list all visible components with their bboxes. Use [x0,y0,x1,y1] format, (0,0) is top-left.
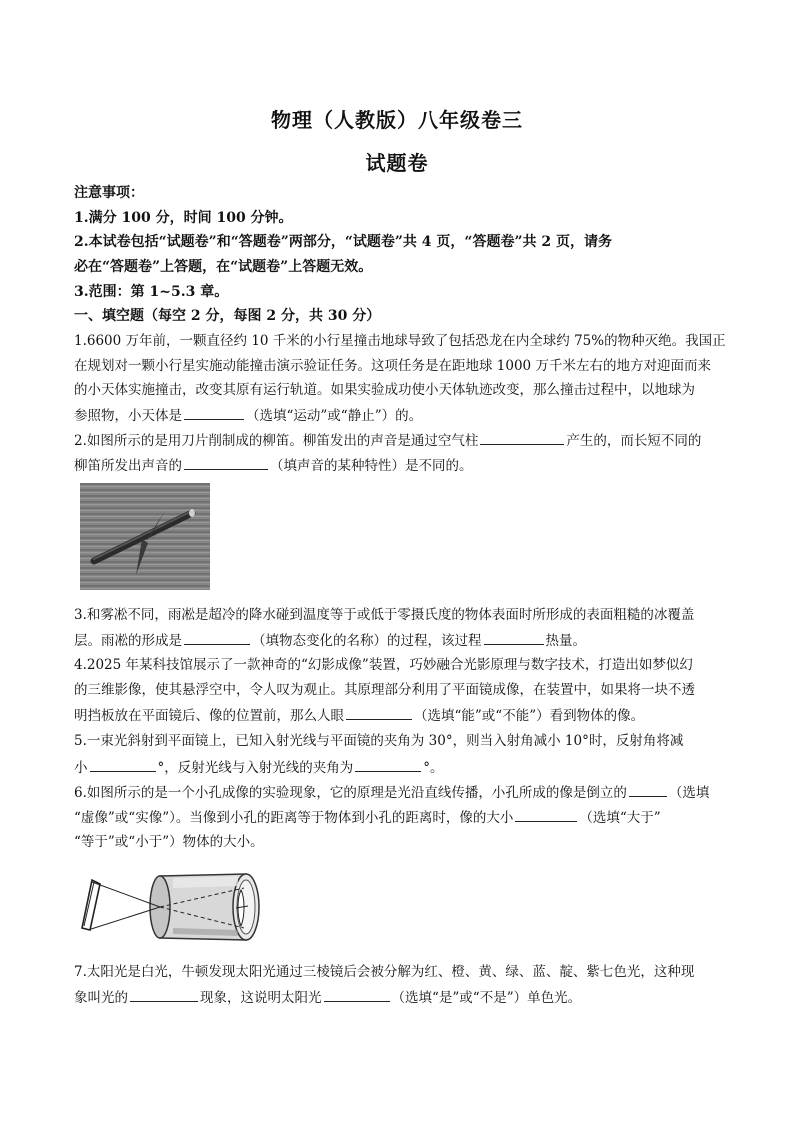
question-7-text-c: （选填“是”或“不是”）单色光。 [391,990,582,1006]
willow-whistle-photo [80,483,210,590]
question-2-line-1 [74,430,701,451]
question-7-line-2 [74,987,581,1008]
notice-item-2-line-1: 2.本试卷包括“试题卷”和“答题卷”两部分，“试题卷”共 4 页，“答题卷”共 2 页，请务 [74,234,613,250]
question-2-text-a: 2.如图所示的是用刀片削制成的柳笛。柳笛发出的声音是通过空气柱 [74,433,479,449]
question-3-line-2 [74,630,586,651]
question-3-text-c: 热量。 [545,633,586,649]
pinhole-camera-diagram [78,866,274,946]
notice-item-3: 3.范围：第 1~5.3 章。 [74,284,229,300]
answer-blank[interactable] [184,455,268,470]
question-5-line-1: 5.一束光斜射到平面镜上，已知入射光线与平面镜的夹角为 30°，则当入射角减小 10°时，反射角将减 [74,733,684,749]
question-6-text-c: “虚像”或“实像”）。当像到小孔的距离等于物体到小孔的距离时，像的大小 [74,810,514,826]
answer-blank[interactable] [515,807,577,822]
question-1-line-2: 在规划对一颗小行星实施动能撞击演示验证任务。这项任务是在距地球 1000 万千米左右的地方对迎面而来 [74,358,711,374]
question-7-text-a: 象叫光的 [74,990,128,1006]
page-title: 物理（人教版）八年级卷三 [271,108,523,132]
section-heading: 一、填空题（每空 2 分，每图 2 分，共 30 分） [74,308,381,324]
answer-blank[interactable] [90,757,156,772]
page-subtitle: 试题卷 [365,151,429,175]
question-7-text-b: 现象，这说明太阳光 [200,990,322,1006]
answer-blank[interactable] [480,430,564,445]
notice-item-2-line-2: 必在“答题卷”上答题，在“试题卷”上答题无效。 [74,259,373,275]
question-4-line-3 [74,705,644,726]
question-6-text-a: 6.如图所示的是一个小孔成像的实验现象，它的原理是光沿直线传播，小孔所成的像是倒立的 [74,785,627,801]
question-2-text-d: （填声音的某种特性）是不同的。 [270,458,473,474]
question-5-text-a: 小 [74,760,88,776]
answer-blank[interactable] [346,705,412,720]
question-4-text-a: 明挡板放在平面镜后、像的位置前，那么人眼 [74,708,344,724]
notice-heading: 注意事项： [74,185,144,201]
question-7-line-1: 7.太阳光是白光，牛顿发现太阳光通过三棱镜后会被分解为红、橙、黄、绿、蓝、靛、紫七色光，这种现 [74,964,695,980]
question-6-text-b: （选填 [668,785,710,801]
question-5-text-b: °，反射光线与入射光线的夹角为 [157,760,354,776]
question-6-line-2 [74,807,661,828]
question-4-line-2: 的三维影像，使其悬浮空中，令人叹为观止。其原理部分利用了平面镜成像，在装置中，如果将一块不透 [74,682,695,698]
question-6-line-3: “等于”或“小于”）物体的大小。 [74,834,264,850]
question-3-line-1: 3.和雾凇不同，雨凇是超冷的降水碰到温度等于或低于零摄氏度的物体表面时所形成的表面粗糙的冰覆盖 [74,607,695,623]
question-6-line-1 [74,782,709,803]
question-5-text-c: °。 [423,760,444,776]
question-1-line-3: 的小天体实施撞击，改变其原有运行轨道。如果实验成功使小天体轨迹改变，那么撞击过程中，以地球为 [74,382,695,398]
question-3-text-b: （填物态变化的名称）的过程，该过程 [252,633,482,649]
answer-blank[interactable] [324,987,390,1002]
answer-blank[interactable] [130,987,198,1002]
question-3-text-a: 层。雨凇的形成是 [74,633,182,649]
answer-blank[interactable] [484,630,544,645]
question-4-text-b: （选填“能”或“不能”）看到物体的像。 [414,708,645,724]
question-2-text-b: 产生的，而长短不同的 [566,433,702,449]
answer-blank[interactable] [184,630,250,645]
question-1-text-b: （选填“运动”或“静止”）的。 [246,408,423,424]
notice-item-1: 1.满分 100 分，时间 100 分钟。 [74,210,293,226]
question-6-text-d: （选填“大于” [579,810,661,826]
question-1-line-4 [74,405,422,426]
question-5-line-2 [74,757,444,778]
question-4-line-1: 4.2025 年某科技馆展示了一款神奇的“幻影成像”装置，巧妙融合光影原理与数字技术，打造出如梦似幻 [74,657,693,673]
question-1-line-1: 1.6600 万年前，一颗直径约 10 千米的小行星撞击地球导致了包括恐龙在内全球约 75%的物种灭绝。我国正 [74,333,726,349]
question-2-line-2 [74,455,473,476]
answer-blank[interactable] [184,405,244,420]
answer-blank[interactable] [629,782,667,797]
answer-blank[interactable] [355,757,421,772]
question-1-text-a: 参照物，小天体是 [74,408,182,424]
question-2-text-c: 柳笛所发出声音的 [74,458,182,474]
